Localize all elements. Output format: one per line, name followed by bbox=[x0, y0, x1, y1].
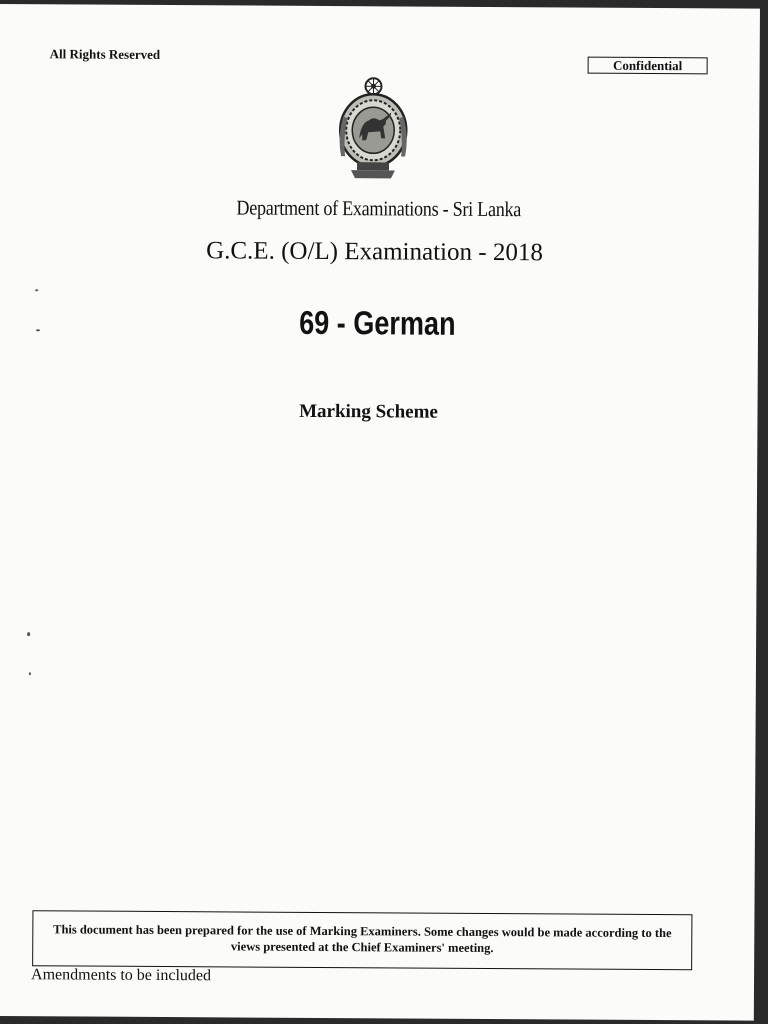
department-title: Department of Examinations - Sri Lanka bbox=[236, 195, 522, 222]
notice-line-1: This document has been prepared for the use of Marking Examiners. Some changes would be made according to the bbox=[53, 922, 672, 941]
scan-speck bbox=[35, 289, 38, 291]
document-page bbox=[0, 4, 760, 1021]
subject-title: 69 - German bbox=[299, 303, 456, 342]
amendments-note: Amendments to be included bbox=[31, 966, 212, 985]
scan-speck bbox=[27, 632, 30, 636]
examiner-notice-box bbox=[32, 910, 692, 970]
sri-lanka-emblem-icon bbox=[335, 76, 412, 182]
notice-line-2: views presented at the Chief Examiners' meeting. bbox=[230, 939, 494, 956]
examination-title: G.C.E. (O/L) Examination - 2018 bbox=[206, 237, 543, 267]
rights-notice: All Rights Reserved bbox=[49, 46, 161, 62]
scan-speck bbox=[36, 329, 40, 331]
confidential-label: Confidential bbox=[588, 57, 708, 75]
document-type: Marking Scheme bbox=[299, 400, 438, 423]
scan-speck bbox=[29, 672, 31, 675]
